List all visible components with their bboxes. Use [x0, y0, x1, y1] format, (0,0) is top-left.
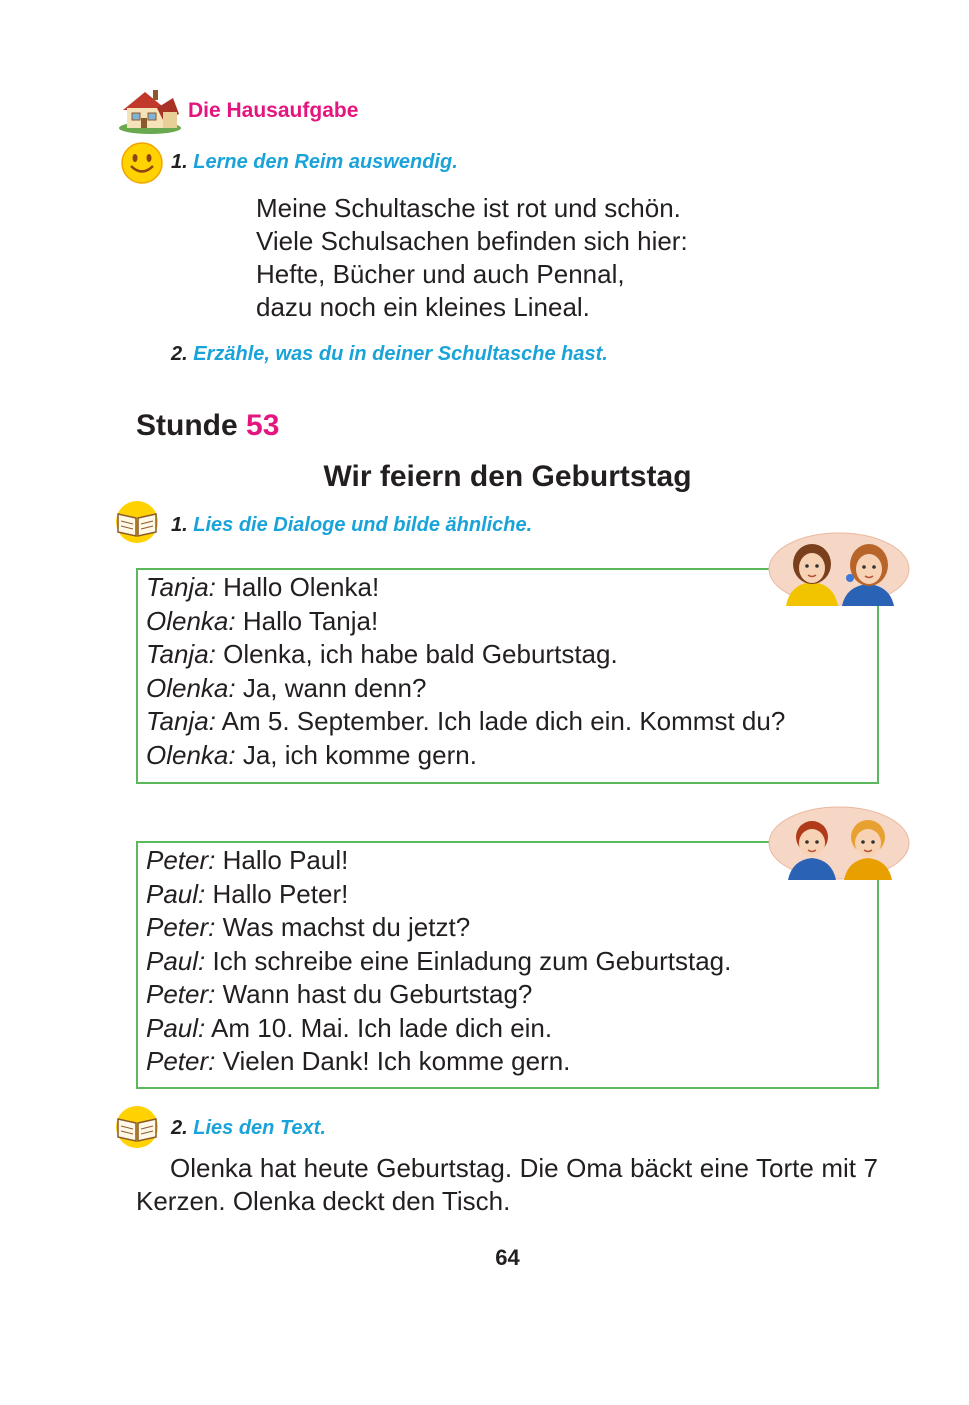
exercise-1-instruction: [171, 514, 532, 537]
speaker: Tanja:: [146, 639, 216, 669]
two-girls-illustration: [768, 532, 910, 606]
speaker: Olenka:: [146, 739, 236, 770]
poem: [256, 192, 688, 324]
speaker: Peter:: [146, 1046, 216, 1076]
utterance: Ja, ich komme gern.: [235, 739, 477, 770]
speaker: Olenka:: [146, 605, 236, 636]
task-number: 1.: [171, 514, 188, 536]
dialog-line: [146, 978, 877, 1012]
utterance: Hallo Olenka!: [215, 572, 380, 602]
dialog-line: [146, 739, 877, 773]
utterance: Am 10. Mai. Ich lade dich ein.: [205, 1012, 553, 1043]
lesson-label: Stunde: [136, 409, 238, 442]
task-text: Lies die Dialoge und bilde ähnliche.: [193, 514, 533, 536]
utterance: Ja, wann denn?: [235, 672, 427, 703]
utterance: Ich schreibe eine Einladung zum Geburtstag.: [205, 945, 732, 976]
poem-line: Viele Schulsachen befinden sich hier:: [256, 226, 688, 256]
lesson-heading: [136, 409, 279, 443]
poem-line: Meine Schultasche ist rot und schön.: [256, 193, 681, 223]
speaker: Tanja:: [146, 706, 216, 736]
lesson-number: 53: [246, 409, 280, 442]
dialog-line: [146, 1012, 877, 1046]
dialog-line: [146, 638, 877, 672]
dialog-line: [146, 705, 877, 739]
speaker: Peter:: [146, 979, 216, 1009]
utterance: Wann hast du Geburtstag?: [215, 979, 533, 1009]
task-number: 2.: [171, 1117, 188, 1139]
speaker: Olenka:: [146, 672, 236, 703]
book-icon: [112, 1105, 162, 1149]
smiley-icon: [120, 141, 164, 185]
speaker: Paul:: [146, 945, 206, 976]
dialog-line: [146, 605, 877, 639]
dialog-line: [146, 911, 877, 945]
homework-title: Die Hausaufgabe: [188, 99, 359, 122]
utterance: Hallo Peter!: [205, 878, 349, 909]
book-icon: [112, 500, 162, 544]
exercise-2-instruction: [171, 1117, 326, 1140]
utterance: Am 5. September. Ich lade dich ein. Kommst du?: [215, 706, 786, 736]
task-text: Lies den Text.: [193, 1117, 326, 1139]
dialog-line: [146, 878, 877, 912]
speaker: Peter:: [146, 912, 216, 942]
task-text: Lerne den Reim auswendig.: [193, 151, 458, 173]
task-number: 2.: [171, 343, 188, 365]
homework-task-1: [171, 151, 458, 174]
utterance: Was machst du jetzt?: [215, 912, 471, 942]
dialog-line: [146, 672, 877, 706]
poem-line: dazu noch ein kleines Lineal.: [256, 292, 590, 322]
speaker: Tanja:: [146, 572, 216, 602]
homework-task-2: [171, 343, 608, 366]
dialog-line: [146, 945, 877, 979]
house-icon: [117, 86, 183, 134]
dialog-line: [146, 1045, 877, 1079]
poem-line: Hefte, Bücher und auch Pennal,: [256, 259, 625, 289]
utterance: Hallo Paul!: [215, 845, 349, 875]
utterance: Olenka, ich habe bald Geburtstag.: [215, 639, 618, 669]
task-number: 1.: [171, 151, 188, 173]
page-number: 64: [495, 1245, 520, 1270]
utterance: Hallo Tanja!: [235, 605, 379, 636]
reading-text: Olenka hat heute Geburtstag. Die Oma bäckt eine Torte mit 7 Kerzen. Olenka deckt den Tisch.: [136, 1153, 878, 1216]
task-text: Erzähle, was du in deiner Schultasche hast.: [193, 343, 608, 365]
speaker: Paul:: [146, 1012, 206, 1043]
speaker: Peter:: [146, 845, 216, 875]
speaker: Paul:: [146, 878, 206, 909]
utterance: Vielen Dank! Ich komme gern.: [215, 1046, 571, 1076]
lesson-title: Wir feiern den Geburtstag: [323, 460, 692, 493]
two-boys-illustration: [768, 806, 910, 880]
